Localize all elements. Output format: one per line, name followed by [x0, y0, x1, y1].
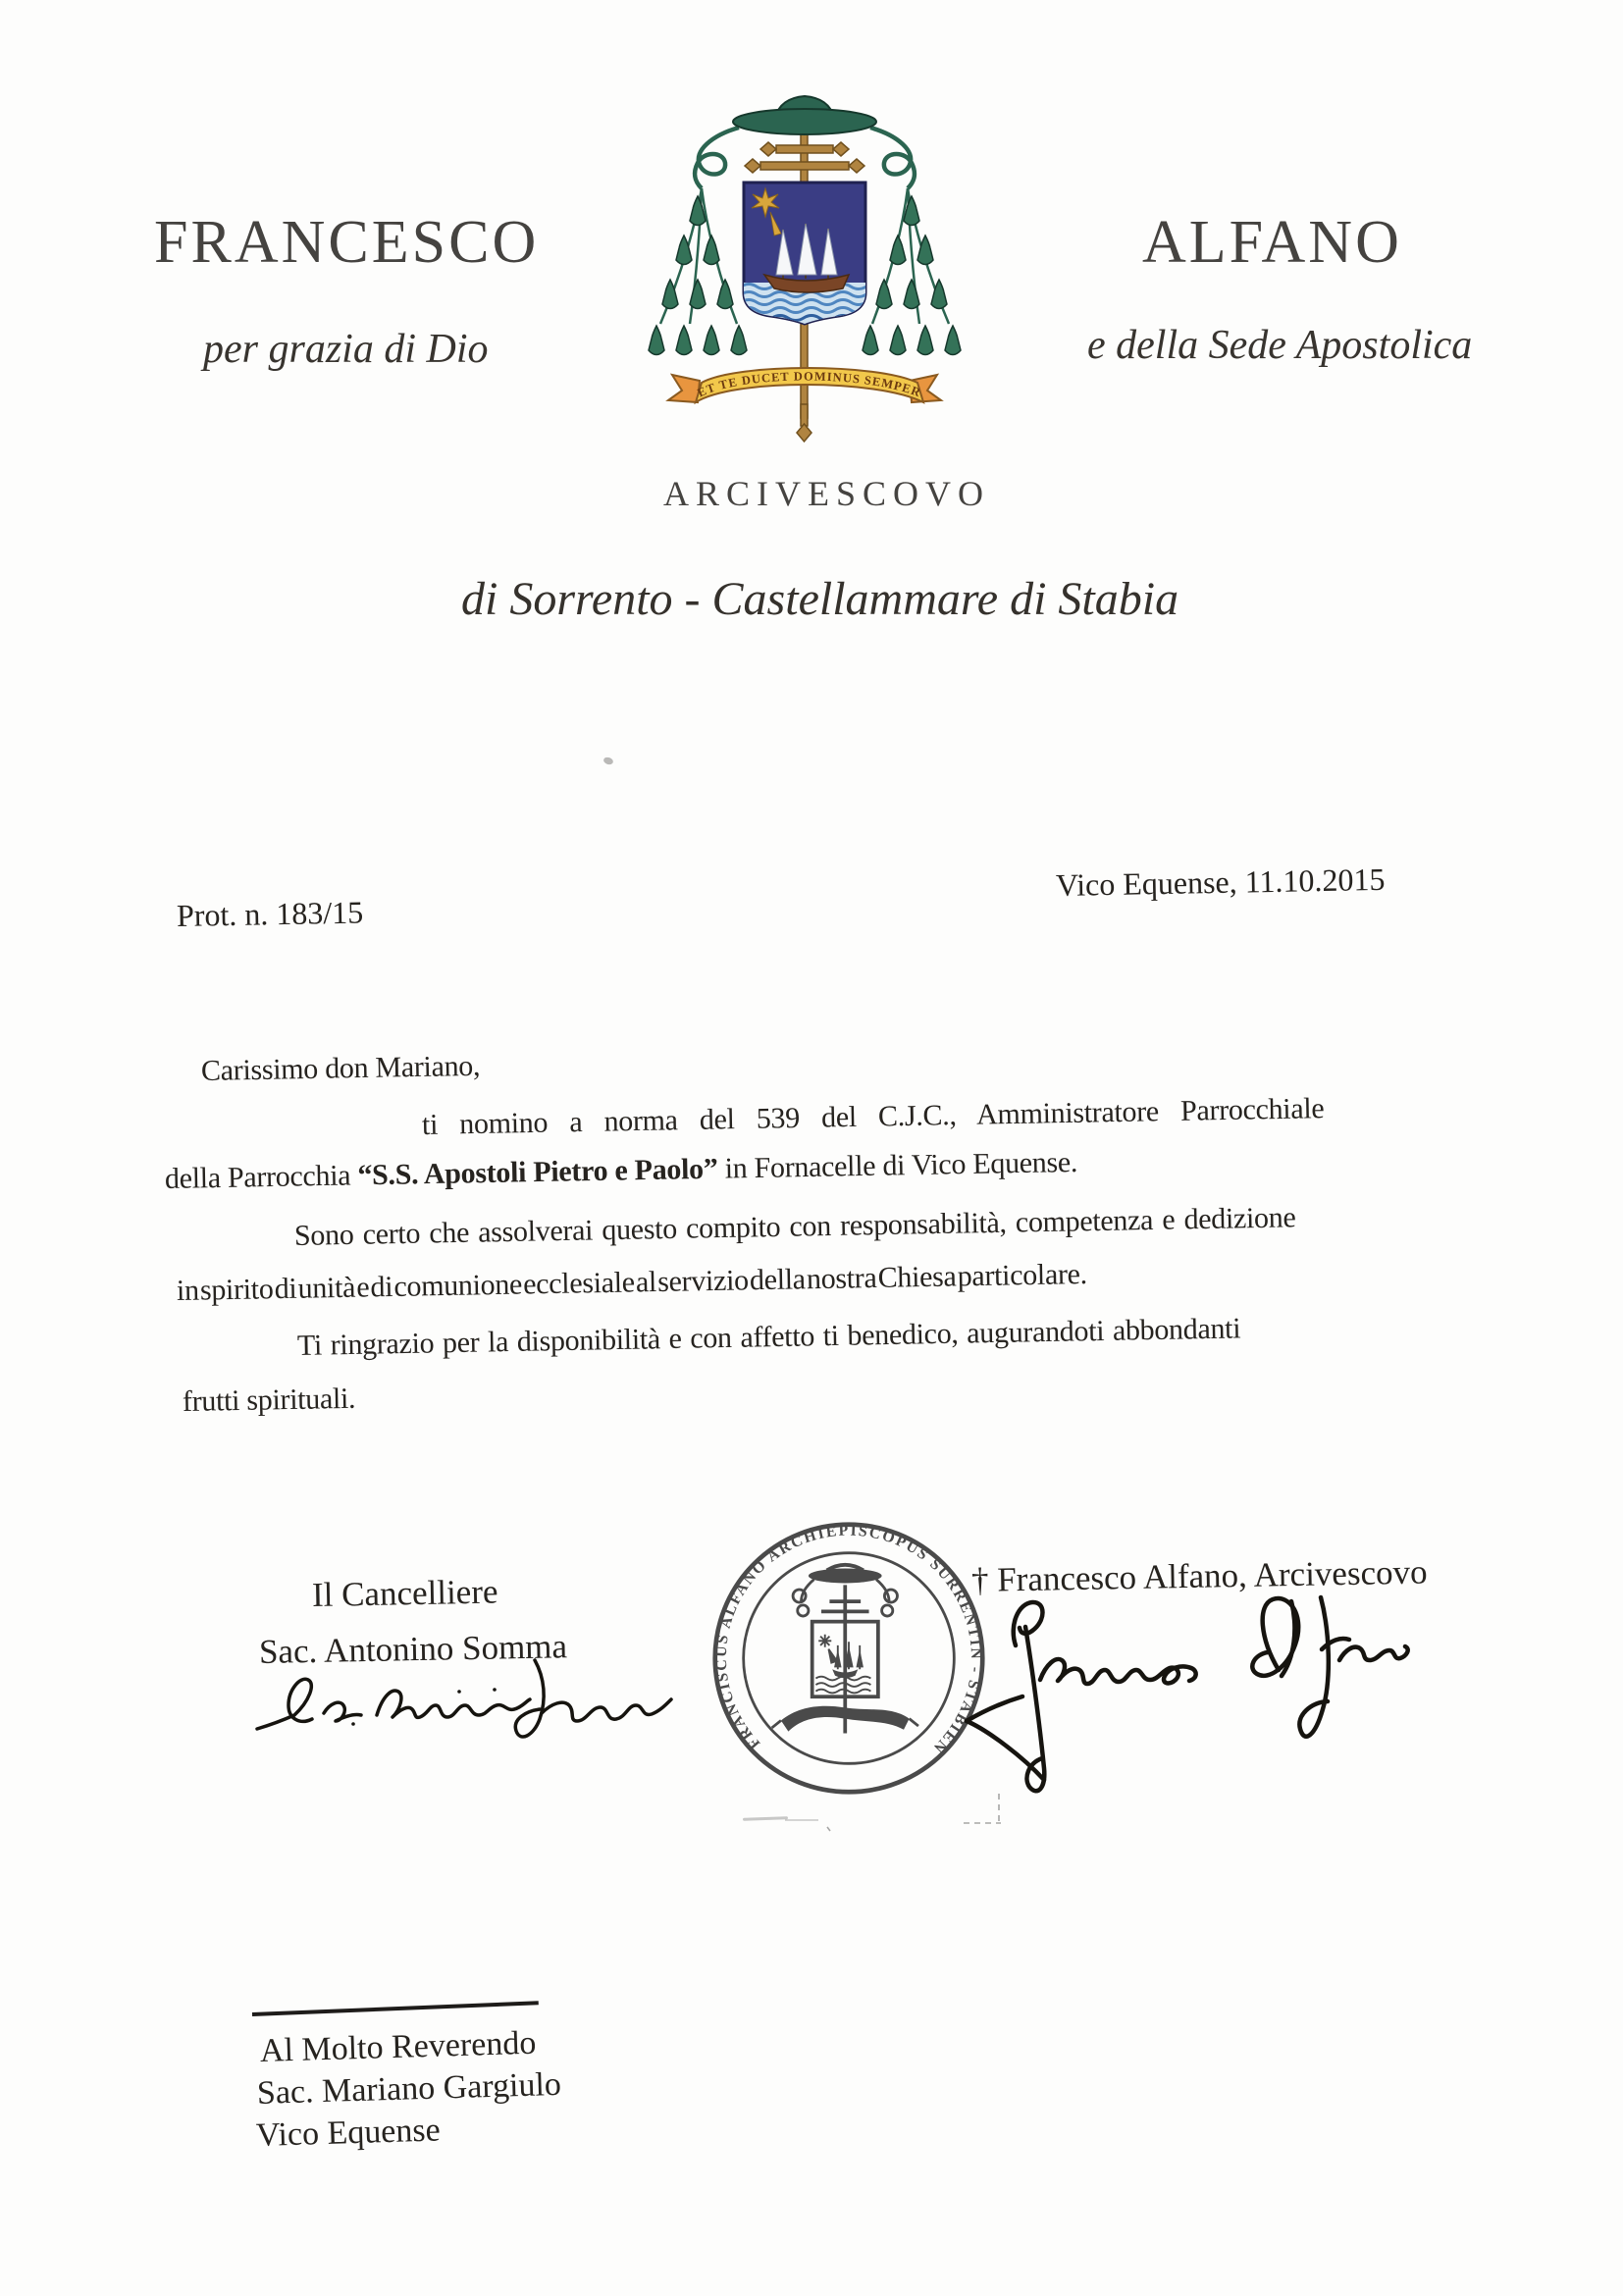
recipient-honorific: Al Molto Reverendo	[259, 2024, 537, 2069]
scan-artifact-marks	[785, 1794, 1001, 1831]
recipient-city: Vico Equense	[255, 2112, 442, 2154]
recipient-divider-line	[252, 2001, 539, 2016]
salutation: Carissimo don Mariano,	[200, 1049, 481, 1087]
chancellor-role: Il Cancelliere	[311, 1572, 498, 1614]
chancellor-name: Sac. Antonino Somma	[258, 1627, 568, 1671]
body-line: ti nomino a norma del 539 del C.J.C., Amministratore Parrocchiale	[421, 1092, 1325, 1141]
recipient-name: Sac. Mariano Gargiulo	[256, 2065, 562, 2112]
place-date: Vico Equense, 11.10.2015	[1055, 861, 1386, 903]
letterhead-title: ARCIVESCOVO	[663, 474, 991, 513]
body-line	[165, 1146, 1078, 1196]
handwritten-signatures-layer	[0, 1511, 1623, 1923]
protocol-number: Prot. n. 183/15	[176, 894, 364, 933]
scan-speck	[602, 757, 614, 766]
body-line-text: della Parrocchia	[164, 1159, 358, 1195]
body-line: Ti ringrazio per la disponibilità e con affetto ti benedico, augurandoti abbondanti	[296, 1312, 1241, 1362]
archbishop-surname: ALFANO	[1142, 209, 1402, 276]
letterhead-diocese: di Sorrento - Castellammare di Stabia	[461, 573, 1179, 625]
archbishop-coat-of-arms-icon	[643, 86, 976, 449]
chancellor-autograph	[257, 1660, 671, 1737]
letterhead-motto-left: per grazia di Dio	[203, 327, 489, 372]
crest-motto-text: ET TE DUCET DOMINUS SEMPER	[695, 369, 923, 400]
parish-name: “S.S. Apostoli Pietro e Paolo”	[357, 1152, 718, 1192]
shield	[741, 183, 866, 328]
body-line: in spirito di unità e di comunione ecclesiale al servizio della nostra Chiesa particolare.	[176, 1257, 1088, 1307]
archbishop-autograph	[967, 1597, 1408, 1791]
motto-ribbon	[668, 368, 941, 442]
body-line: frutti spirituali.	[182, 1382, 356, 1418]
body-line: Sono certo che assolverai questo compito con responsabilità, competenza e dedizione	[293, 1201, 1296, 1252]
archbishop-signature-line: † Francesco Alfano, Arcivescovo	[970, 1552, 1428, 1599]
archbishop-first-name: FRANCESCO	[154, 209, 540, 276]
galero-hat-icon	[733, 96, 876, 134]
stamp-ring-text: FRANCISCUS ALFANO ARCHIEPISCOPUS SURRENTIN - STABIEN	[712, 1522, 985, 1758]
letterhead-motto-right: e della Sede Apostolica	[1087, 323, 1473, 368]
body-line-text: in Fornacelle di Vico Equense.	[717, 1145, 1078, 1185]
